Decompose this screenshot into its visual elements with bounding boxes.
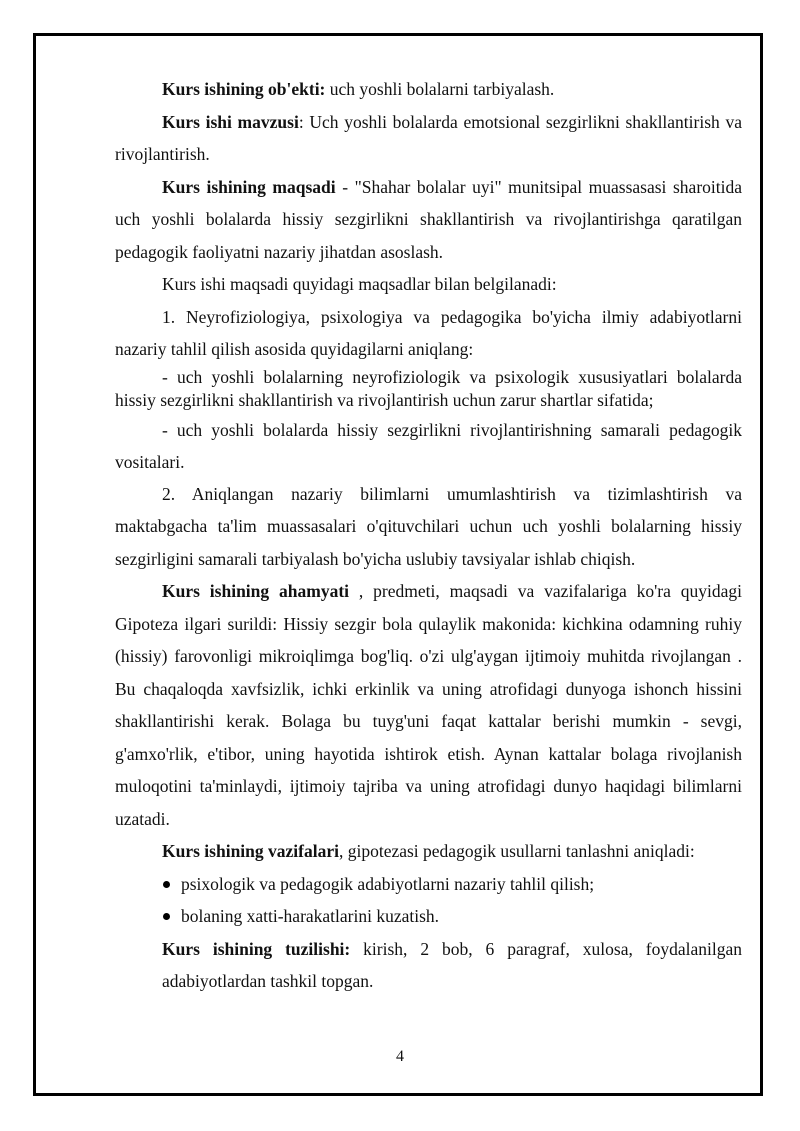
paragraph-significance-text: , predmeti, maqsadi va vazifalariga ko'ra quyidagi Gipoteza ilgari surildi: Hissiy sezgir bola qulaylik makonida: kichkina odamning ruhiy (hissiy) farovonligi mikroiqlimga bog'liq. o'zi ulg'aygan ijtimoiy muhitda rivojlangan . Bu chaqaloqda xavfsizlik, ichki erkinlik va uning atrofidagi dunyoga ishonch hissini shakllantirishi kerak. Bolaga bu tuyg'uni faqat kattalar berishi mumkin - sevgi, g'amxo'rlik, e'tibor, uning hayotida ishtirok etish. Aynan kattalar bolaga rivojlanish muloqotini ta'minlaydi, ijtimoiy tajriba va uning atrofidagi dunyo haqidagi bilimlarni uzatadi. <box>115 581 742 829</box>
paragraph-structure <box>115 933 742 998</box>
paragraph-topic-label: Kurs ishi mavzusi <box>162 111 299 132</box>
paragraph-task-1: 1. Neyrofiziologiya, psixologiya va pedagogika bo'yicha ilmiy adabiyotlarni nazariy tahlil qilish asosida quyidagilarni aniqlang: <box>115 306 742 359</box>
paragraph-object-label: Kurs ishining ob'ekti: <box>162 79 326 99</box>
paragraph-goal-intro: Kurs ishi maqsadi quyidagi maqsadlar bilan belgilanadi: <box>162 274 557 294</box>
bullet-item: bolaning xatti-harakatlarini kuzatish. <box>115 900 742 933</box>
document-body <box>115 73 742 998</box>
paragraph-topic <box>115 106 742 171</box>
paragraph-tasks-label: Kurs ishining vazifalari <box>162 841 339 861</box>
paragraph-structure-text: kirish, 2 bob, 6 paragraf, xulosa, foydalanilgan adabiyotlardan tashkil topgan. <box>162 938 742 991</box>
dash-item-2: - uch yoshli bolalarda hissiy sezgirlikni rivojlantirishning samarali pedagogik vositalari. <box>115 419 742 472</box>
paragraph-topic-text: : Uch yoshli bolalarda emotsional sezgirlikni shakllantirish va rivojlantirish. <box>115 111 742 164</box>
paragraph-task-2: 2. Aniqlangan nazariy bilimlarni umumlashtirish va tizimlashtirish va maktabgacha ta'lim muassasalari o'qituvchilari uchun uch yoshli bolalarning hissiy sezgirligini samarali tarbiyalash bo'yicha uslubiy tavsiyalar ishlab chiqish. <box>115 483 742 569</box>
paragraph-tasks <box>115 835 742 868</box>
paragraph-object <box>115 73 742 106</box>
paragraph-significance-label: Kurs ishining ahamyati <box>162 581 350 601</box>
paragraph-tasks-text: , gipotezasi pedagogik usullarni tanlashni aniqladi: <box>338 841 695 861</box>
paragraph-significance <box>115 575 742 835</box>
paragraph-structure-label: Kurs ishining tuzilishi: <box>162 938 351 959</box>
paragraph-object-text: uch yoshli bolalarni tarbiyalash. <box>325 79 555 99</box>
paragraph-goal <box>115 171 742 269</box>
paragraph-goal-text: - "Shahar bolalar uyi" munitsipal muassasasi sharoitida uch yoshli bolalarda hissiy sezgirlikni shakllantirish va rivojlantirishga qaratilgan pedagogik faoliyatni nazariy jihatdan asoslash. <box>115 176 742 262</box>
paragraph-goal-label: Kurs ishining maqsadi <box>162 176 336 197</box>
page-number: 4 <box>396 1048 404 1065</box>
bullet-item: psixologik va pedagogik adabiyotlarni nazariy tahlil qilish; <box>115 868 742 901</box>
bullet-list <box>115 868 742 933</box>
dash-item-1: - uch yoshli bolalarning neyrofiziologik va psixologik xususiyatlari bolalarda hissiy sezgirlikni shakllantirish va rivojlantirish uchun zarur shartlar sifatida; <box>115 366 742 410</box>
